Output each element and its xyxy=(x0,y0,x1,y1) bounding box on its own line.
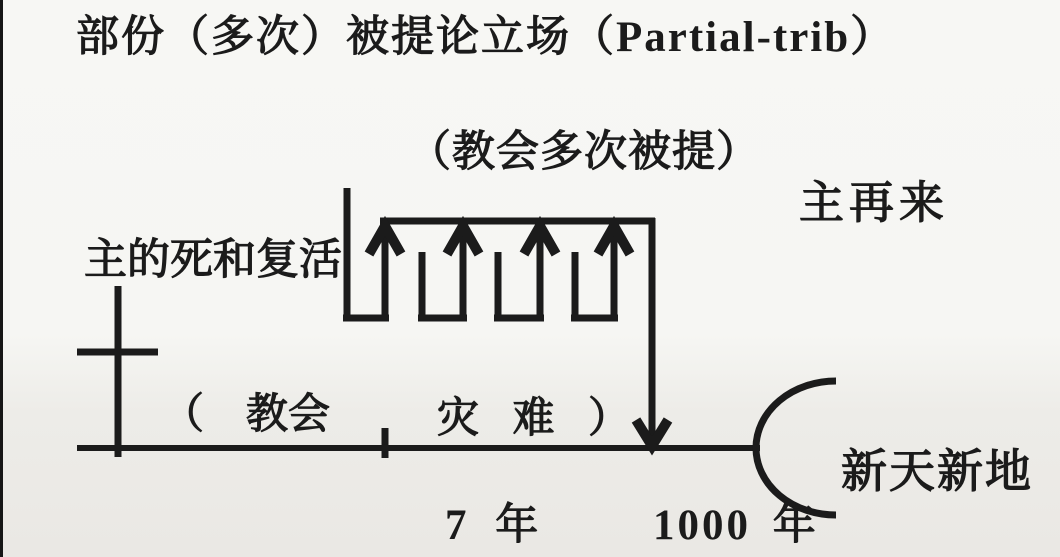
tribulation-era-label: 灾 难 ） xyxy=(437,396,638,442)
rapture-note-label: （教会多次被提） xyxy=(408,129,760,176)
cross-icon xyxy=(77,286,158,457)
page-title: 部份（多次）被提论立场（Partial-trib） xyxy=(76,14,896,61)
up-arrow-1 xyxy=(369,226,401,321)
thousand-years-label: 1000 年 xyxy=(653,502,819,549)
seven-years-label: 7 年 xyxy=(445,502,543,549)
second-coming-label: 主再来 xyxy=(799,178,950,228)
up-arrow-4 xyxy=(598,226,630,321)
up-arrow-3 xyxy=(524,226,556,321)
death-resurrection-label: 主的死和复活 xyxy=(84,237,342,284)
second-coming-arrow xyxy=(636,218,668,446)
rapture-comb xyxy=(343,188,655,321)
new-heaven-arc xyxy=(756,381,836,515)
up-arrow-2 xyxy=(447,226,479,321)
church-era-label: （ 教会 xyxy=(162,392,331,438)
new-heaven-earth-label: 新天新地 xyxy=(841,446,1033,497)
